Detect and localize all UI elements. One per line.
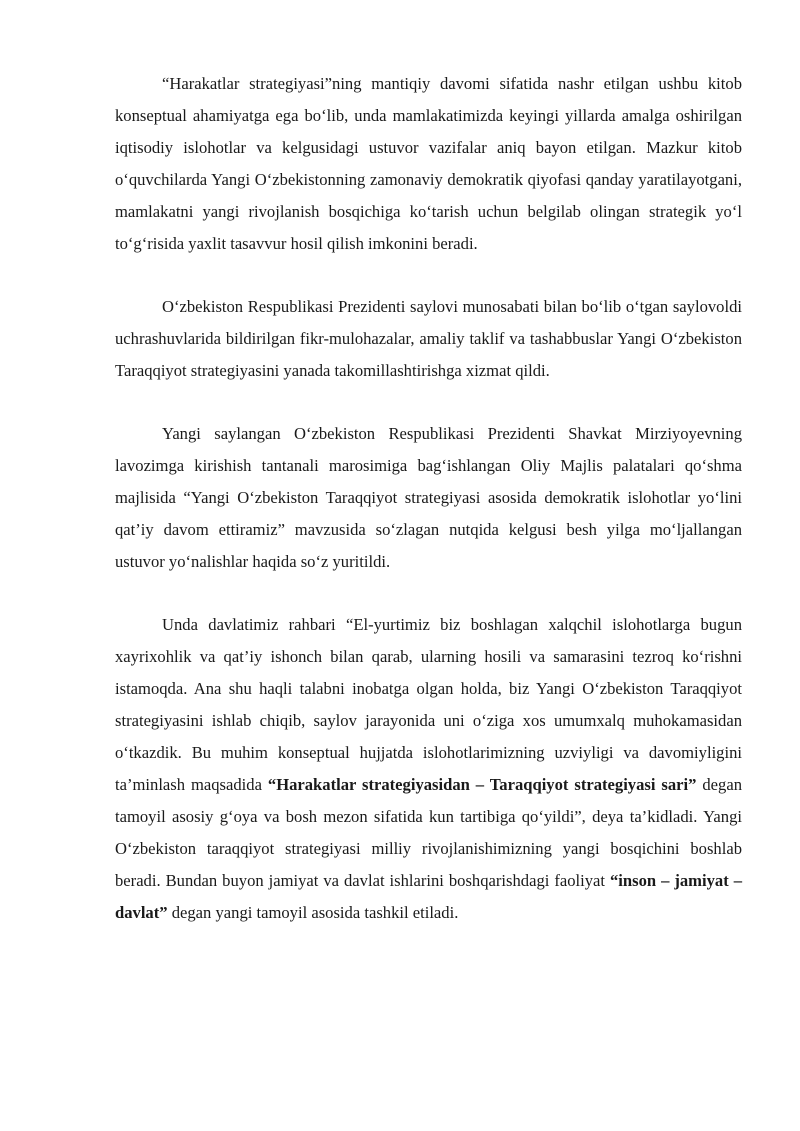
paragraph-1 — [115, 68, 742, 260]
document-page — [115, 68, 742, 929]
bold-phrase-inson-jamiyat-davlat: “inson – jamiyat – davlat” — [115, 871, 742, 922]
paragraph-4 — [115, 609, 742, 929]
paragraph-text: Yangi saylangan Oʻzbekiston Respublikasi Prezidenti Shavkat Mirziyoyevning lavozimga kirishish tantanali marosimiga bagʻishlangan Oliy Majlis palatalari qoʻshma majlisida “Yangi Oʻzbekiston Taraqqiyot strategiyasi asosida demokratik islohotlar yoʻlini qat’iy davom ettiramiz” mavzusida soʻzlagan nutqida kelgusi besh yilga moʻljallangan ustuvor yoʻnalishlar haqida soʻz yuritildi. — [115, 424, 742, 571]
paragraph-text: degan tamoyil asosiy gʻoya va bosh mezon sifatida kun tartibiga qoʻyildi”, deya ta’kidladi. Yangi Oʻzbekiston taraqqiyot strategiyasi milliy rivojlanishimizning yangi bosqichini boshlab beradi. Bundan buyon jamiyat va davlat ishlarini boshqarishdagi faoliyat — [115, 775, 742, 890]
bold-phrase-strategy-principle: “Harakatlar strategiyasidan – Taraqqiyot strategiyasi sari” — [267, 775, 697, 794]
paragraph-text: “Harakatlar strategiyasi”ning mantiqiy davomi sifatida nashr etilgan ushbu kitob konseptual ahamiyatga ega boʻlib, unda mamlakatimizda keyingi yillarda amalga oshirilgan iqtisodiy islohotlar va kelgusidagi ustuvor vazifalar aniq bayon etilgan. Mazkur kitob oʻquvchilarda Yangi Oʻzbekistonning zamonaviy demokratik qiyofasi qanday yaratilayotgani, mamlakatni yangi rivojlanish bosqichiga koʻtarish uchun belgilab olingan strategik yoʻl toʻgʻrisida yaxlit tasavvur hosil qilish imkonini beradi. — [115, 74, 742, 253]
paragraph-text: Unda davlatimiz rahbari “El-yurtimiz biz boshlagan xalqchil islohotlarga bugun xayrixohlik va qat’iy ishonch bilan qarab, ularning hosili va samarasini tezroq koʻrishni istamoqda. Ana shu haqli talabni inobatga olgan holda, biz Yangi Oʻzbekiston Taraqqiyot strategiyasini ishlab chiqib, saylov jarayonida uni oʻziga xos umumxalq muhokamasidan oʻtkazdik. Bu muhim konseptual hujjatda islohotlarimizning uzviyligi va davomiyligini ta’minlash maqsadida — [115, 615, 742, 794]
paragraph-text: degan yangi tamoyil asosida tashkil etiladi. — [167, 903, 459, 922]
paragraph-2 — [115, 291, 742, 387]
paragraph-3 — [115, 418, 742, 578]
paragraph-text: Oʻzbekiston Respublikasi Prezidenti saylovi munosabati bilan boʻlib oʻtgan saylovoldi uchrashuvlarida bildirilgan fikr-mulohazalar, amaliy taklif va tashabbuslar Yangi Oʻzbekiston Taraqqiyot strategiyasini yanada takomillashtirishga xizmat qildi. — [115, 297, 742, 380]
